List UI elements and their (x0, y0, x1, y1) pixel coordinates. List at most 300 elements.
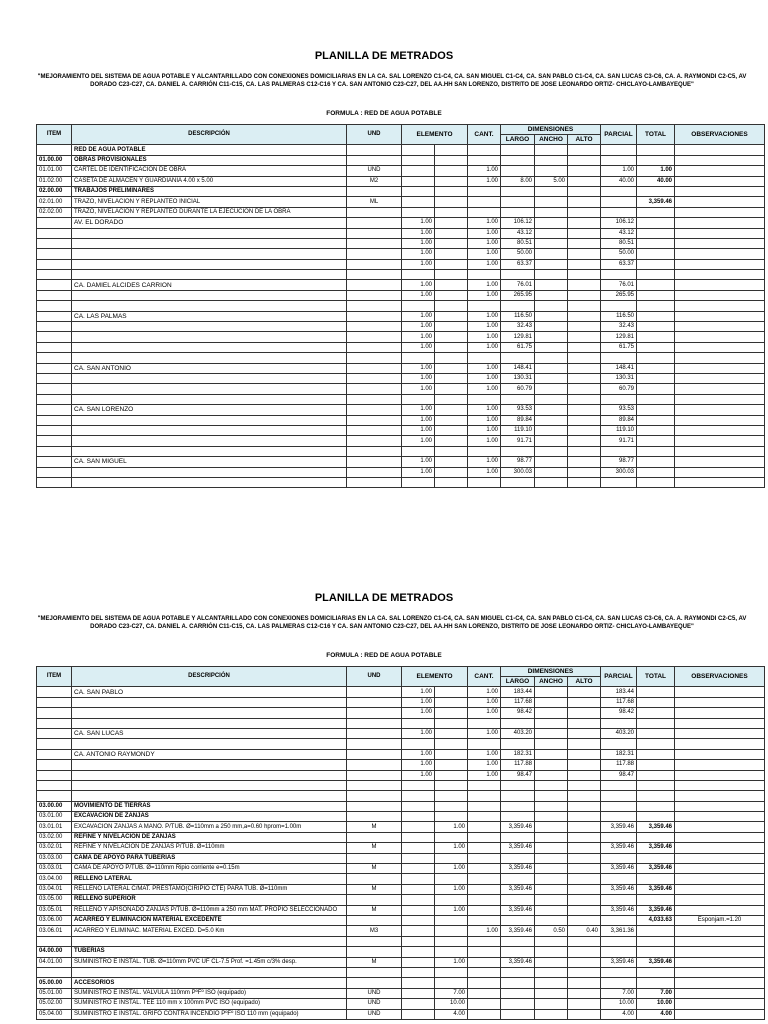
cell-total (637, 687, 675, 697)
cell-largo: 130.31 (501, 373, 535, 383)
cell-ancho (535, 1009, 568, 1019)
cell-item: 03.02.01 (37, 843, 72, 853)
cell-largo: 89.84 (501, 415, 535, 425)
cell-ancho (535, 936, 568, 946)
cell-descripcion: OBRAS PROVISIONALES (72, 155, 347, 165)
cell-parcial: 129.81 (601, 332, 637, 342)
cell-descripcion: SUMINISTRO E INSTAL. VALVULA 110mm PºFº ISO (equipado) (72, 988, 347, 998)
cell-observaciones (675, 457, 765, 467)
cell-elemento: 1.00 (402, 373, 435, 383)
table-row (37, 915, 765, 925)
cell-parcial (601, 874, 637, 884)
cell-alto (568, 1009, 601, 1019)
cell-observaciones (675, 967, 765, 977)
cell-elemento-2 (435, 197, 468, 207)
cell-largo (501, 353, 535, 363)
cell-descripcion (72, 425, 347, 435)
cell-ancho (535, 259, 568, 269)
cell-total: 3,359.46 (637, 905, 675, 915)
cell-observaciones (675, 259, 765, 269)
cell-total (637, 228, 675, 238)
table-row (37, 415, 765, 425)
cell-und: M (347, 957, 402, 967)
cell-observaciones (675, 280, 765, 290)
table-row (37, 884, 765, 894)
cell-elemento-2 (435, 238, 468, 248)
cell-elemento: 1.00 (402, 249, 435, 259)
cell-und (347, 342, 402, 352)
cell-alto (568, 197, 601, 207)
cell-total: 4.00 (637, 1009, 675, 1019)
cell-total (637, 238, 675, 248)
cell-cant: 1.00 (468, 249, 501, 259)
header-und: UND (347, 125, 402, 145)
cell-observaciones (675, 999, 765, 1009)
cell-observaciones (675, 718, 765, 728)
cell-und (347, 895, 402, 905)
cell-total (637, 760, 675, 770)
cell-cant (468, 905, 501, 915)
cell-alto (568, 176, 601, 186)
cell-und: M (347, 822, 402, 832)
formula-label: FORMULA : RED DE AGUA POTABLE (326, 110, 442, 117)
cell-cant (468, 967, 501, 977)
cell-elemento-2 (435, 760, 468, 770)
cell-descripcion (72, 249, 347, 259)
cell-alto (568, 843, 601, 853)
cell-descripcion (72, 270, 347, 280)
cell-elemento-2 (435, 436, 468, 446)
cell-largo: 3,359.46 (501, 843, 535, 853)
cell-parcial: 3,359.46 (601, 884, 637, 894)
header-total: TOTAL (637, 667, 675, 687)
cell-und (347, 207, 402, 217)
cell-elemento (402, 739, 435, 749)
cell-elemento: 1.00 (402, 425, 435, 435)
cell-item (37, 384, 72, 394)
metrados-table-page-1 (36, 124, 765, 488)
cell-cant (468, 947, 501, 957)
cell-total (637, 895, 675, 905)
cell-descripcion (72, 373, 347, 383)
cell-und (347, 728, 402, 738)
cell-elemento-2 (435, 812, 468, 822)
cell-observaciones (675, 728, 765, 738)
cell-total: 3,359.46 (637, 884, 675, 894)
cell-observaciones (675, 301, 765, 311)
cell-cant (468, 301, 501, 311)
table-row (37, 978, 765, 988)
cell-largo: 60.79 (501, 384, 535, 394)
cell-descripcion (72, 342, 347, 352)
cell-elemento: 1.00 (402, 332, 435, 342)
cell-total (637, 353, 675, 363)
cell-elemento (402, 915, 435, 925)
table-row (37, 394, 765, 404)
cell-observaciones (675, 812, 765, 822)
cell-ancho: 5.00 (535, 176, 568, 186)
cell-cant: 1.00 (468, 311, 501, 321)
cell-largo: 117.88 (501, 760, 535, 770)
cell-cant (468, 145, 501, 155)
cell-elemento (402, 874, 435, 884)
cell-total (637, 322, 675, 332)
cell-elemento-2 (435, 915, 468, 925)
cell-item: 03.01.01 (37, 822, 72, 832)
cell-ancho (535, 457, 568, 467)
cell-und (347, 155, 402, 165)
cell-descripcion: AV. EL DORADO (72, 218, 347, 228)
cell-item: 05.02.00 (37, 999, 72, 1009)
cell-und (347, 739, 402, 749)
table-row (37, 322, 765, 332)
cell-cant (468, 801, 501, 811)
cell-descripcion (72, 770, 347, 780)
cell-elemento-2: 4.00 (435, 1009, 468, 1019)
cell-total (637, 801, 675, 811)
cell-elemento-2 (435, 155, 468, 165)
cell-descripcion: REFINE Y NIVELACION DE ZANJAS (72, 832, 347, 842)
cell-und (347, 270, 402, 280)
cell-largo (501, 446, 535, 456)
cell-elemento (402, 801, 435, 811)
cell-item: 04.00.00 (37, 947, 72, 957)
cell-alto (568, 780, 601, 790)
cell-und: M2 (347, 176, 402, 186)
cell-item: 03.03.01 (37, 864, 72, 874)
cell-descripcion: CA. ANTONIO RAYMONDY (72, 749, 347, 759)
cell-alto (568, 749, 601, 759)
cell-cant (468, 999, 501, 1009)
cell-cant (468, 270, 501, 280)
cell-total (637, 186, 675, 196)
cell-cant (468, 853, 501, 863)
cell-und (347, 749, 402, 759)
cell-total (637, 145, 675, 155)
cell-und (347, 467, 402, 477)
cell-und: M (347, 884, 402, 894)
cell-elemento-2 (435, 207, 468, 217)
cell-alto (568, 259, 601, 269)
cell-und (347, 280, 402, 290)
cell-parcial: 183.44 (601, 687, 637, 697)
cell-elemento-2 (435, 290, 468, 300)
cell-ancho (535, 342, 568, 352)
cell-largo: 91.71 (501, 436, 535, 446)
header-alto: ALTO (568, 135, 601, 145)
cell-elemento-2 (435, 967, 468, 977)
table-row (37, 905, 765, 915)
cell-descripcion: MOVIMIENTO DE TIERRAS (72, 801, 347, 811)
cell-item: 05.01.00 (37, 988, 72, 998)
cell-parcial: 117.88 (601, 760, 637, 770)
cell-elemento (402, 718, 435, 728)
cell-descripcion (72, 353, 347, 363)
table-row (37, 926, 765, 936)
cell-elemento-2: 1.00 (435, 905, 468, 915)
cell-parcial: 80.51 (601, 238, 637, 248)
cell-largo (501, 967, 535, 977)
cell-observaciones (675, 322, 765, 332)
cell-ancho (535, 780, 568, 790)
cell-parcial (601, 477, 637, 487)
cell-descripcion: CA. SAN LORENZO (72, 405, 347, 415)
cell-item (37, 353, 72, 363)
cell-elemento (402, 947, 435, 957)
cell-alto (568, 446, 601, 456)
cell-total (637, 405, 675, 415)
cell-und (347, 687, 402, 697)
cell-und (347, 238, 402, 248)
cell-ancho (535, 270, 568, 280)
cell-largo (501, 301, 535, 311)
cell-largo (501, 947, 535, 957)
cell-ancho (535, 280, 568, 290)
cell-parcial: 40.00 (601, 176, 637, 186)
table-row (37, 353, 765, 363)
cell-descripcion (72, 446, 347, 456)
cell-total (637, 749, 675, 759)
cell-parcial: 60.79 (601, 384, 637, 394)
cell-und (347, 415, 402, 425)
cell-total (637, 728, 675, 738)
cell-ancho (535, 864, 568, 874)
cell-ancho (535, 905, 568, 915)
cell-parcial (601, 832, 637, 842)
page-title: PLANILLA DE METRADOS (314, 50, 454, 62)
table-row (37, 207, 765, 217)
cell-ancho (535, 405, 568, 415)
table-row (37, 874, 765, 884)
cell-largo: 106.12 (501, 218, 535, 228)
cell-largo (501, 477, 535, 487)
cell-alto (568, 373, 601, 383)
cell-alto (568, 415, 601, 425)
cell-total: 7.00 (637, 988, 675, 998)
cell-elemento (402, 905, 435, 915)
table-row (37, 238, 765, 248)
cell-total (637, 249, 675, 259)
cell-cant (468, 936, 501, 946)
cell-elemento-2 (435, 280, 468, 290)
cell-descripcion (72, 322, 347, 332)
cell-elemento: 1.00 (402, 363, 435, 373)
cell-parcial: 98.47 (601, 770, 637, 780)
cell-largo (501, 207, 535, 217)
cell-elemento: 1.00 (402, 415, 435, 425)
cell-ancho (535, 415, 568, 425)
cell-ancho (535, 739, 568, 749)
cell-parcial: 7.00 (601, 988, 637, 998)
cell-elemento-2 (435, 311, 468, 321)
cell-largo (501, 780, 535, 790)
cell-largo: 76.01 (501, 280, 535, 290)
cell-observaciones (675, 290, 765, 300)
cell-elemento-2 (435, 145, 468, 155)
cell-largo (501, 999, 535, 1009)
cell-elemento: 1.00 (402, 228, 435, 238)
cell-ancho (535, 697, 568, 707)
table-row (37, 197, 765, 207)
cell-cant (468, 874, 501, 884)
cell-elemento: 1.00 (402, 697, 435, 707)
cell-descripcion: TUBERIAS (72, 947, 347, 957)
cell-parcial (601, 207, 637, 217)
table-row (37, 332, 765, 342)
cell-item (37, 936, 72, 946)
cell-observaciones (675, 477, 765, 487)
table-row (37, 843, 765, 853)
cell-largo: 80.51 (501, 238, 535, 248)
table-row (37, 708, 765, 718)
cell-item (37, 228, 72, 238)
cell-elemento: 1.00 (402, 436, 435, 446)
cell-elemento: 1.00 (402, 760, 435, 770)
table-row (37, 457, 765, 467)
cell-elemento-2 (435, 166, 468, 176)
cell-und (347, 708, 402, 718)
cell-elemento-2 (435, 770, 468, 780)
cell-descripcion (72, 259, 347, 269)
cell-alto (568, 467, 601, 477)
cell-und: M3 (347, 926, 402, 936)
cell-und (347, 363, 402, 373)
cell-parcial (601, 145, 637, 155)
cell-observaciones (675, 801, 765, 811)
cell-alto (568, 718, 601, 728)
cell-cant (468, 884, 501, 894)
cell-descripcion: CARTEL DE IDENTIFICACION DE OBRA (72, 166, 347, 176)
cell-elemento (402, 999, 435, 1009)
cell-elemento: 1.00 (402, 728, 435, 738)
cell-item: 03.02.00 (37, 832, 72, 842)
cell-parcial: 403.20 (601, 728, 637, 738)
cell-parcial (601, 978, 637, 988)
cell-alto (568, 936, 601, 946)
cell-parcial: 93.53 (601, 405, 637, 415)
cell-item: 05.04.00 (37, 1009, 72, 1019)
cell-observaciones (675, 864, 765, 874)
cell-elemento-2 (435, 353, 468, 363)
cell-cant: 1.00 (468, 749, 501, 759)
cell-item: 02.02.00 (37, 207, 72, 217)
cell-parcial: 116.50 (601, 311, 637, 321)
cell-total (637, 311, 675, 321)
cell-elemento-2 (435, 322, 468, 332)
cell-ancho: 0.50 (535, 926, 568, 936)
cell-elemento: 1.00 (402, 749, 435, 759)
cell-elemento (402, 446, 435, 456)
cell-largo (501, 155, 535, 165)
cell-largo (501, 812, 535, 822)
table-row (37, 477, 765, 487)
cell-alto (568, 353, 601, 363)
cell-parcial (601, 739, 637, 749)
cell-parcial (601, 394, 637, 404)
cell-elemento-2 (435, 687, 468, 697)
cell-total (637, 384, 675, 394)
cell-elemento-2 (435, 405, 468, 415)
cell-ancho (535, 238, 568, 248)
cell-descripcion (72, 384, 347, 394)
cell-largo (501, 270, 535, 280)
cell-descripcion: EXCAVACION DE ZANJAS (72, 812, 347, 822)
cell-descripcion: EXCAVACION ZANJAS A MANO. P/TUB. Ø=110mm a 250 mm,a=0.60 hprom=1.00m (72, 822, 347, 832)
cell-largo (501, 936, 535, 946)
cell-ancho (535, 373, 568, 383)
cell-descripcion: SUMINISTRO E INSTAL. GRIFO CONTRA INCENDIO PºFº ISO 110 mm (equipado) (72, 1009, 347, 1019)
cell-largo (501, 197, 535, 207)
cell-observaciones (675, 238, 765, 248)
cell-parcial: 3,359.46 (601, 843, 637, 853)
cell-alto (568, 864, 601, 874)
cell-cant (468, 207, 501, 217)
cell-elemento (402, 978, 435, 988)
table-row (37, 801, 765, 811)
cell-alto (568, 363, 601, 373)
cell-parcial: 61.75 (601, 342, 637, 352)
cell-observaciones (675, 228, 765, 238)
cell-observaciones (675, 853, 765, 863)
cell-item (37, 322, 72, 332)
cell-parcial (601, 353, 637, 363)
cell-cant: 1.00 (468, 687, 501, 697)
cell-cant: 1.00 (468, 425, 501, 435)
cell-observaciones (675, 207, 765, 217)
header-observaciones: OBSERVACIONES (675, 667, 765, 687)
cell-elemento: 1.00 (402, 218, 435, 228)
cell-item (37, 770, 72, 780)
cell-und (347, 936, 402, 946)
table-row (37, 822, 765, 832)
cell-observaciones (675, 926, 765, 936)
cell-descripcion (72, 394, 347, 404)
cell-cant: 1.00 (468, 176, 501, 186)
cell-alto (568, 425, 601, 435)
cell-descripcion: CA. SAN ANTONIO (72, 363, 347, 373)
cell-item (37, 457, 72, 467)
cell-elemento-2 (435, 249, 468, 259)
cell-ancho (535, 822, 568, 832)
cell-elemento-2 (435, 718, 468, 728)
cell-alto (568, 166, 601, 176)
cell-alto (568, 322, 601, 332)
cell-observaciones (675, 708, 765, 718)
cell-item (37, 425, 72, 435)
cell-elemento (402, 1009, 435, 1019)
cell-elemento (402, 822, 435, 832)
cell-parcial: 3,361.36 (601, 926, 637, 936)
cell-und (347, 697, 402, 707)
cell-ancho (535, 874, 568, 884)
cell-largo: 3,359.46 (501, 957, 535, 967)
cell-descripcion: REFINE Y NIVELACION DE ZANJAS P/TUB. Ø=110mm (72, 843, 347, 853)
cell-largo: 265.95 (501, 290, 535, 300)
cell-observaciones (675, 832, 765, 842)
cell-elemento-2 (435, 467, 468, 477)
cell-elemento-2 (435, 832, 468, 842)
cell-alto (568, 290, 601, 300)
cell-total (637, 770, 675, 780)
header-ancho: ANCHO (535, 677, 568, 687)
table-row (37, 280, 765, 290)
cell-descripcion: CASETA DE ALMACEN Y GUARDIANIA 4.00 x 5.00 (72, 176, 347, 186)
cell-parcial (601, 812, 637, 822)
cell-largo: 117.68 (501, 697, 535, 707)
cell-elemento-2: 7.00 (435, 988, 468, 998)
cell-largo: 50.00 (501, 249, 535, 259)
cell-parcial (601, 780, 637, 790)
